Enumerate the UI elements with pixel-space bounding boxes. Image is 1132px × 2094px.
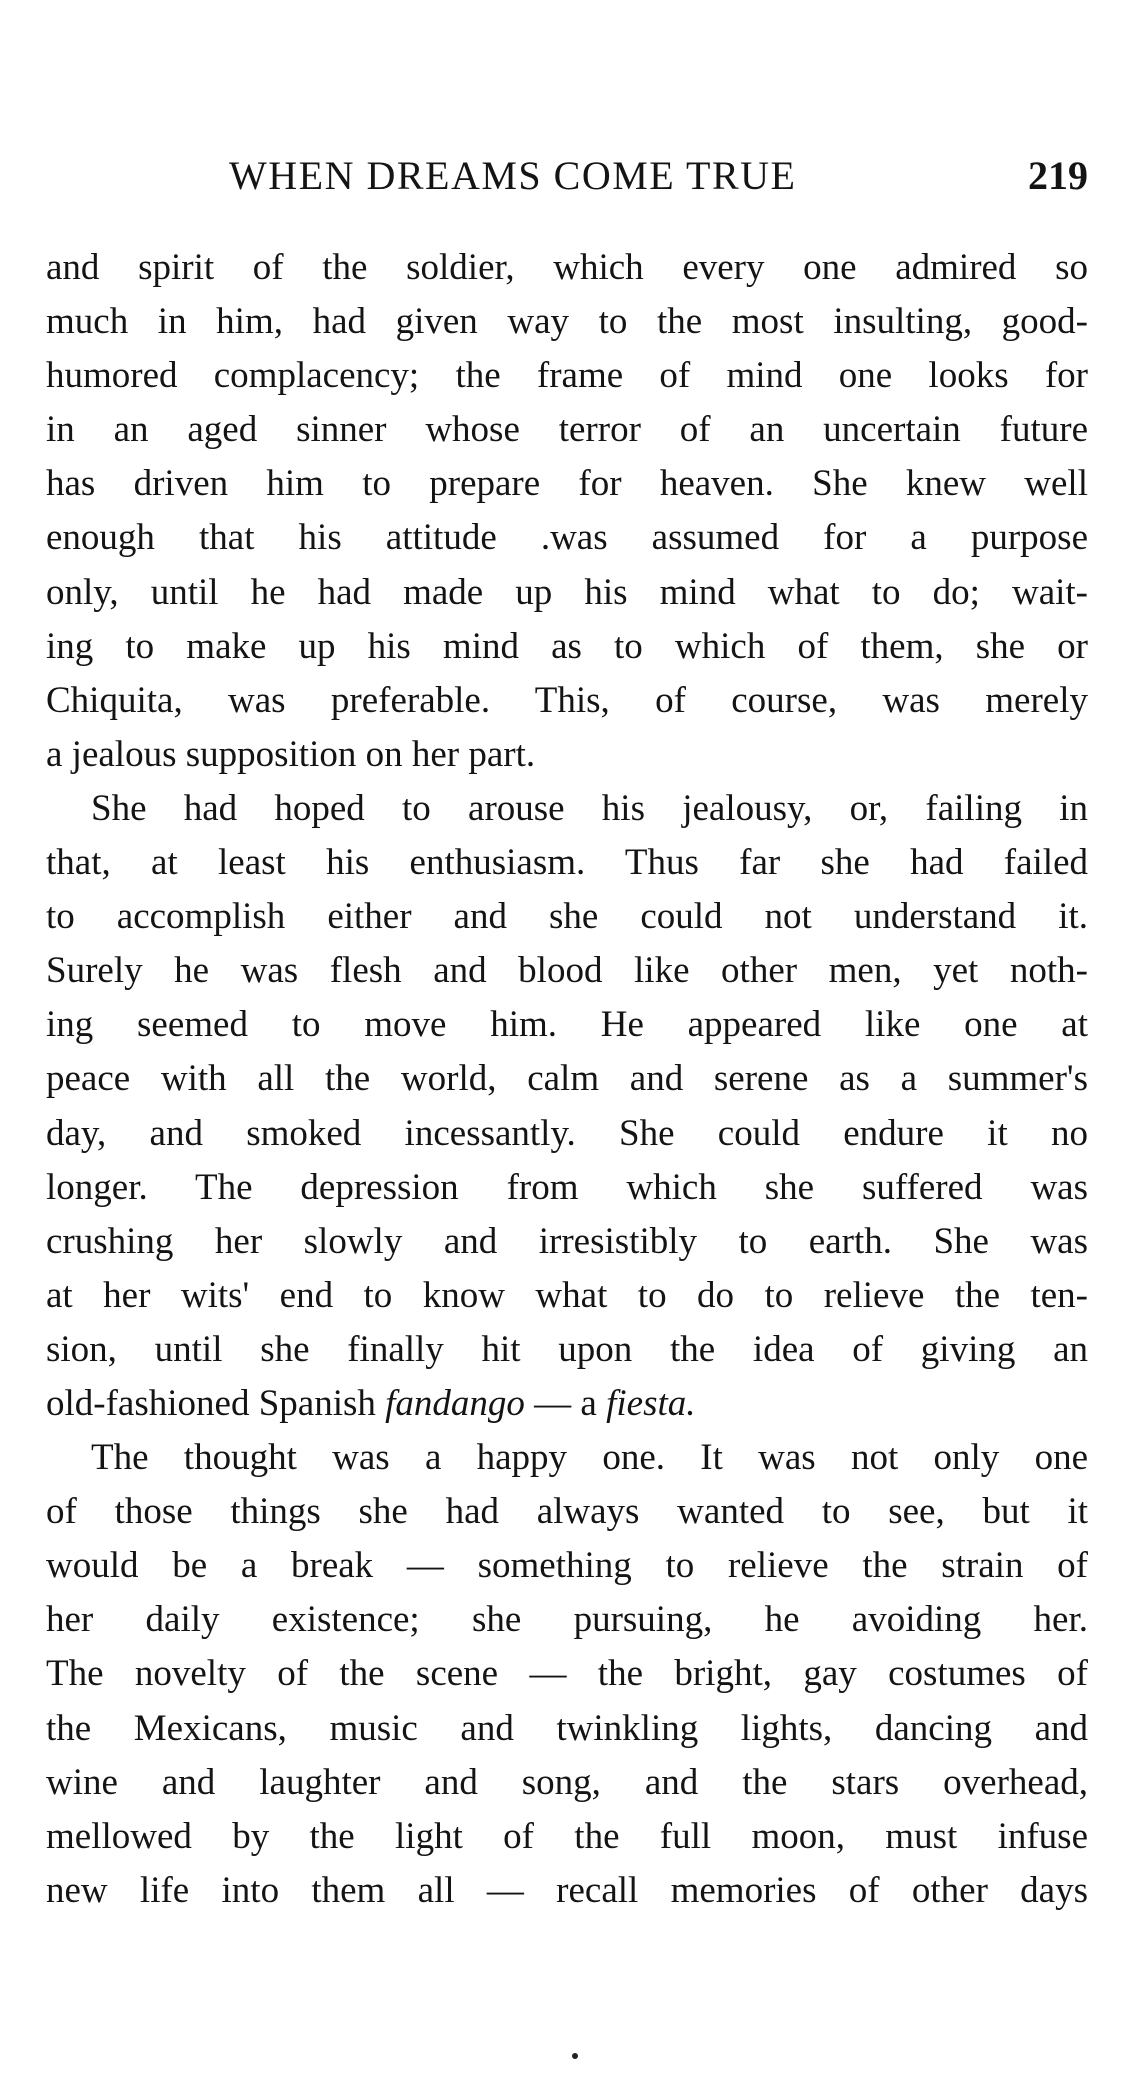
body-text — [46, 241, 1088, 1918]
text-line: and spirit of the soldier, which every one admired so — [46, 247, 1088, 288]
text-line: new life into them all — recall memories of other days — [46, 1869, 1088, 1911]
text-line: to accomplish either and she could not understand it. — [46, 896, 1088, 938]
running-title: WHEN DREAMS COME TRUE — [229, 153, 797, 198]
text-line: humored complacency; the frame of mind one looks for — [46, 355, 1088, 397]
text-line: at her wits' end to know what to do to relieve the ten- — [46, 1274, 1088, 1316]
text-line: a jealous supposition on her part. — [46, 733, 536, 775]
text-line: that, at least his enthusiasm. Thus far she had failed — [46, 842, 1088, 884]
italic-term: fiesta. — [606, 1382, 696, 1424]
text-line: only, until he had made up his mind what to do; wait- — [46, 571, 1088, 613]
text-line: would be a break — something to relieve the strain of — [46, 1545, 1088, 1587]
printer-dot-mark — [572, 2053, 578, 2059]
text-line: enough that his attitude .was assumed for a purpose — [46, 517, 1088, 559]
text-line: The novelty of the scene — the bright, gay costumes of — [46, 1653, 1088, 1695]
text-line: has driven him to prepare for heaven. She knew well — [46, 463, 1088, 505]
text-line: day, and smoked incessantly. She could endure it no — [46, 1112, 1088, 1154]
text-fragment: — a — [524, 1382, 607, 1424]
text-line: wine and laughter and song, and the stars overhead, — [46, 1761, 1088, 1803]
text-line: the Mexicans, music and twinkling lights, dancing and — [46, 1707, 1088, 1749]
text-line: longer. The depression from which she suffered was — [46, 1166, 1088, 1208]
text-line: much in him, had given way to the most insulting, good- — [46, 301, 1088, 343]
text-fragment: old-fashioned Spanish — [46, 1382, 386, 1424]
text-line: of those things she had always wanted to see, but it — [46, 1491, 1088, 1533]
text-line: sion, until she finally hit upon the idea of giving an — [46, 1328, 1088, 1370]
italic-term: fandango — [385, 1382, 525, 1424]
text-line: her daily existence; she pursuing, he avoiding her. — [46, 1599, 1088, 1641]
text-line: peace with all the world, calm and serene as a summer's — [46, 1058, 1088, 1100]
text-line: crushing her slowly and irresistibly to earth. She was — [46, 1220, 1088, 1262]
text-line: Surely he was flesh and blood like other men, yet noth- — [46, 950, 1088, 992]
text-line: Chiquita, was preferable. This, of course, was merely — [46, 679, 1088, 721]
text-line: The thought was a happy one. It was not only one — [91, 1437, 1088, 1479]
text-line: in an aged sinner whose terror of an uncertain future — [46, 409, 1088, 451]
text-line: mellowed by the light of the full moon, must infuse — [46, 1815, 1088, 1857]
text-line: ing seemed to move him. He appeared like one at — [46, 1004, 1088, 1046]
running-head — [46, 146, 1088, 206]
text-line: ing to make up his mind as to which of them, she or — [46, 625, 1088, 667]
page-number: 219 — [1028, 153, 1088, 198]
text-line: She had hoped to arouse his jealousy, or, failing in — [91, 787, 1088, 829]
text-line — [46, 1377, 1088, 1431]
